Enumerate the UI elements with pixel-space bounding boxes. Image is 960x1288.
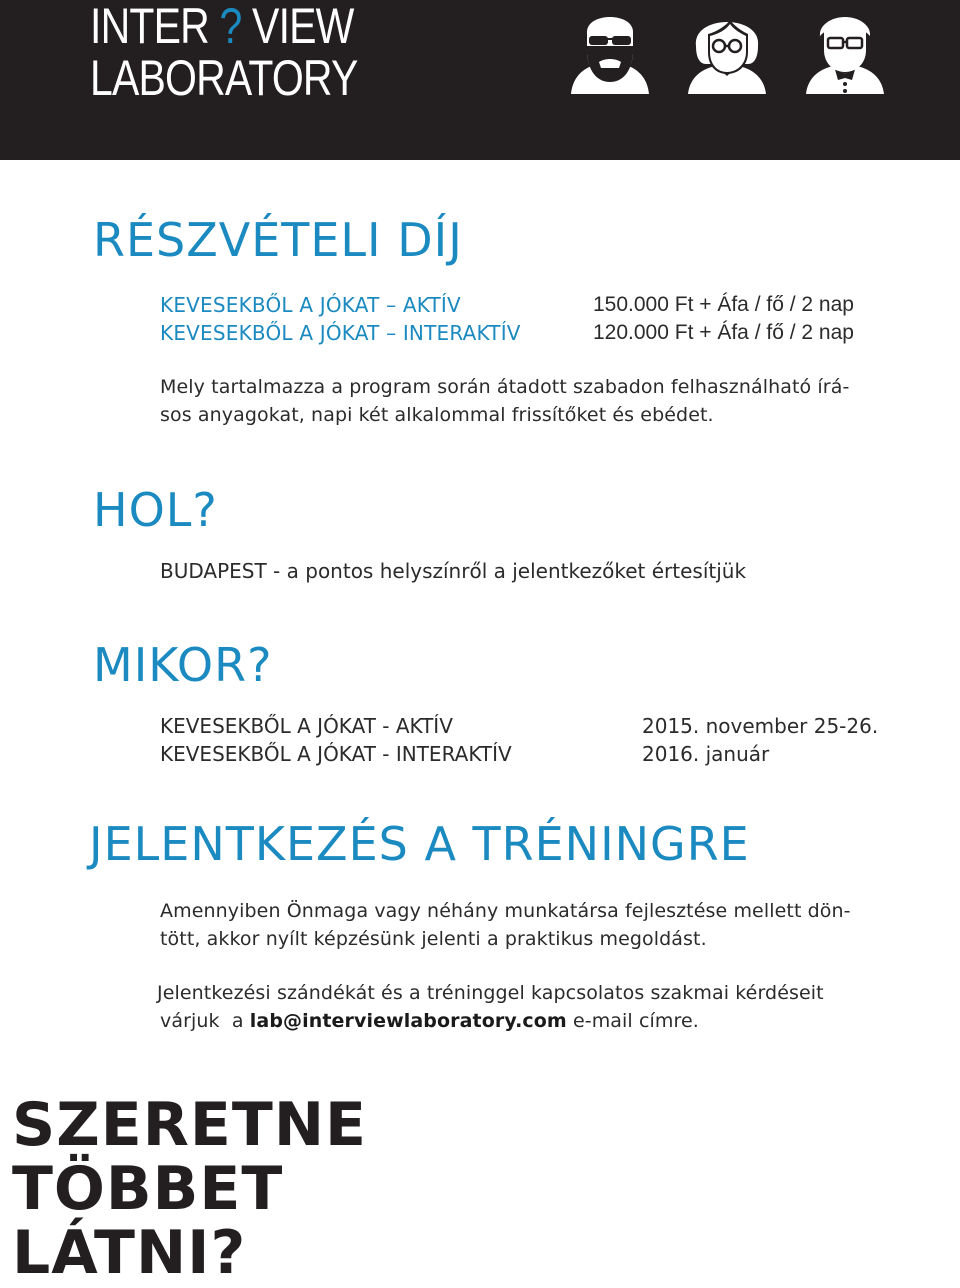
fee-heading: RÉSZVÉTELI DÍJ xyxy=(93,213,463,267)
see-more-line-2: TÖBBET xyxy=(12,1154,284,1224)
logo-view: VIEW xyxy=(252,0,354,54)
logo xyxy=(90,0,358,104)
woman-glasses-icon xyxy=(682,2,772,96)
when-label-active: KEVESEKBŐL A JÓKAT - AKTÍV xyxy=(160,714,453,738)
fee-note-line-1: Mely tartalmazza a program során átadott szabadon felhasználható írá- xyxy=(160,376,850,398)
apply-contact-suffix: e-mail címre. xyxy=(566,1010,699,1032)
apply-paragraph-2-line-2 xyxy=(160,1007,699,1035)
logo-line-1 xyxy=(90,0,358,52)
man-glasses-collar-icon xyxy=(800,2,890,96)
apply-contact-prefix: várjuk a xyxy=(160,1010,250,1032)
apply-paragraph-1-line-2: tött, akkor nyílt képzésünk jelenti a praktikus megoldást. xyxy=(160,928,707,950)
fee-note-line-2: sos anyagokat, napi két alkalommal frissítőket és ebédet. xyxy=(160,404,714,426)
fee-price-active: 150.000 Ft + Áfa / fő / 2 nap xyxy=(593,293,854,316)
logo-line-2: LABORATORY xyxy=(90,50,358,106)
see-more-line-3: LÁTNI? xyxy=(12,1218,247,1288)
see-more-heading xyxy=(12,1090,368,1288)
when-date-active: 2015. november 25-26. xyxy=(642,714,879,738)
when-date-interactive: 2016. január xyxy=(642,742,770,766)
when-label-interactive: KEVESEKBŐL A JÓKAT - INTERAKTÍV xyxy=(160,742,512,766)
fee-label-active: KEVESEKBŐL A JÓKAT – AKTÍV xyxy=(160,293,461,317)
apply-heading: JELENTKEZÉS A TRÉNINGRE xyxy=(89,817,750,871)
email-link[interactable]: lab@interviewlaboratory.com xyxy=(249,1010,567,1032)
logo-inter: INTER xyxy=(90,0,209,54)
apply-paragraph-1-line-1: Amennyiben Önmaga vagy néhány munkatársa fejlesztése mellett dön- xyxy=(160,900,851,922)
where-heading: HOL? xyxy=(93,483,218,537)
when-heading: MIKOR? xyxy=(93,638,273,692)
logo-question-mark: ? xyxy=(219,0,242,54)
fee-label-interactive: KEVESEKBŐL A JÓKAT – INTERAKTÍV xyxy=(160,321,521,345)
where-text: BUDAPEST - a pontos helyszínről a jelentkezőket értesítjük xyxy=(160,559,747,583)
see-more-line-1: SZERETNE xyxy=(12,1090,368,1160)
fee-price-interactive: 120.000 Ft + Áfa / fő / 2 nap xyxy=(593,321,854,344)
avatar-group xyxy=(560,0,900,100)
apply-paragraph-2-line-1: Jelentkezési szándékát és a tréninggel kapcsolatos szakmai kérdéseit xyxy=(157,982,824,1004)
man-beard-sunglasses-icon xyxy=(565,2,655,96)
header-bar xyxy=(0,0,960,160)
